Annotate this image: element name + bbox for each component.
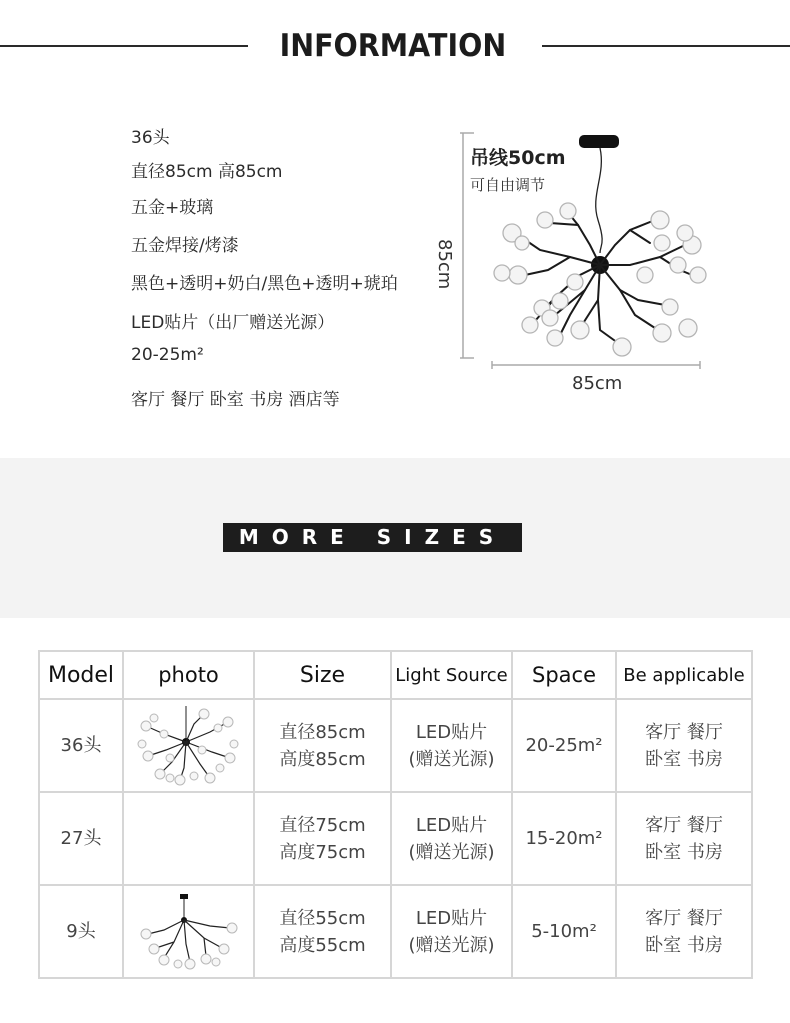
width-dimension-label: 85cm — [572, 373, 623, 394]
row-size-diameter: 直径55cm — [279, 907, 366, 929]
table-header-row — [39, 651, 752, 699]
table-row — [39, 699, 752, 792]
ceiling-canopy — [579, 135, 619, 148]
row-space: 5-10m² — [512, 885, 616, 978]
header-line-left — [0, 45, 248, 47]
table-row — [39, 885, 752, 978]
row-applicable-line2: 卧室 书房 — [645, 748, 723, 770]
row-size-height: 高度85cm — [279, 748, 366, 770]
row-light-note: (赠送光源) — [408, 934, 495, 956]
row-photo — [123, 885, 254, 978]
row-applicable-line2: 卧室 书房 — [645, 934, 723, 956]
width-dimension-bracket — [492, 361, 700, 369]
header-line-right — [542, 45, 790, 47]
information-title: INFORMATION — [279, 28, 507, 64]
spec-value-crafts: 五金焊接/烤漆 — [131, 236, 239, 256]
more-sizes-banner: MORE SIZES — [223, 523, 522, 552]
chandelier-36-photo — [134, 706, 244, 786]
spec-row-size — [0, 154, 430, 184]
cable-length-title: 吊线50cm — [470, 147, 566, 169]
sizes-table — [38, 650, 753, 979]
row-light-source — [391, 885, 512, 978]
spec-value-light-source: LED贴片（出厂赠送光源） — [131, 313, 335, 333]
row-photo — [123, 699, 254, 792]
spec-row-material — [0, 191, 430, 221]
row-size-height: 高度75cm — [279, 841, 366, 863]
spec-row-space — [0, 343, 430, 373]
row-light-type: LED贴片 — [415, 814, 488, 836]
spec-row-crafts — [0, 229, 430, 259]
suspension-cable — [596, 148, 602, 253]
row-light-note: (赠送光源) — [408, 748, 495, 770]
row-size — [254, 699, 391, 792]
row-applicable-line2: 卧室 书房 — [645, 841, 723, 863]
header-photo: photo — [123, 651, 254, 699]
row-applicable-line1: 客厅 餐厅 — [645, 907, 723, 929]
row-size-height: 高度55cm — [279, 934, 366, 956]
row-light-type: LED贴片 — [415, 721, 488, 743]
chandelier-9-photo — [134, 892, 244, 972]
spec-row-light-source — [0, 306, 430, 336]
row-applicable — [616, 792, 752, 885]
row-applicable-line1: 客厅 餐厅 — [645, 814, 723, 836]
row-model: 9头 — [39, 885, 123, 978]
table-row — [39, 792, 752, 885]
spec-value-be-applicable: 客厅 餐厅 卧室 书房 酒店等 — [131, 390, 340, 410]
cable-adjustable-note: 可自由调节 — [470, 176, 546, 194]
spec-row-model — [0, 121, 430, 151]
header-space: Space — [512, 651, 616, 699]
row-light-note: (赠送光源) — [408, 841, 495, 863]
row-size — [254, 792, 391, 885]
spec-value-model: 36头 — [131, 128, 170, 148]
height-dimension-label: 85cm — [434, 239, 455, 290]
row-space: 20-25m² — [512, 699, 616, 792]
row-light-source — [391, 699, 512, 792]
row-applicable — [616, 699, 752, 792]
row-applicable — [616, 885, 752, 978]
row-light-type: LED贴片 — [415, 907, 488, 929]
spec-value-material: 五金+玻璃 — [131, 198, 214, 218]
row-light-source — [391, 792, 512, 885]
row-size-diameter: 直径75cm — [279, 814, 366, 836]
row-model: 36头 — [39, 699, 123, 792]
header-model: Model — [39, 651, 123, 699]
row-model: 27头 — [39, 792, 123, 885]
spec-row-be-applicable — [0, 383, 430, 413]
header-light-source: Light Source — [391, 651, 512, 699]
chandelier-diagram — [430, 125, 750, 405]
row-space: 15-20m² — [512, 792, 616, 885]
row-applicable-line1: 客厅 餐厅 — [645, 721, 723, 743]
spec-value-size: 直径85cm 高85cm — [131, 162, 283, 182]
spec-value-space: 20-25m² — [131, 345, 204, 365]
row-size — [254, 885, 391, 978]
row-size-diameter: 直径85cm — [279, 721, 366, 743]
row-photo — [123, 792, 254, 885]
spec-row-color — [0, 267, 430, 297]
header-be-applicable: Be applicable — [616, 651, 752, 699]
spec-value-color: 黑色+透明+奶白/黑色+透明+琥珀 — [131, 274, 398, 294]
header-size: Size — [254, 651, 391, 699]
